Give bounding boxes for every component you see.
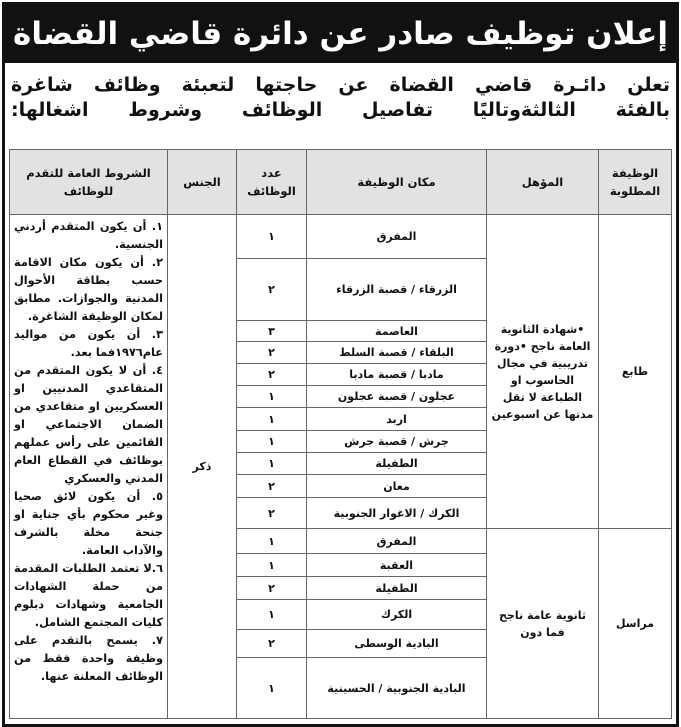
place-cell: الكرك	[307, 600, 487, 630]
condition-item: ٤. أن لا يكون المتقدم من المتقاعدي المدنيين او العسكريين او متقاعدي من الضمان الاجتماعي او القائمين على رأس عملهم بوظائف في القطاع العام المدني والعسكري	[14, 364, 163, 485]
header-qualification: المؤهل	[487, 150, 599, 215]
condition-item: ٧. يسمح بالتقدم على وظيفة واحدة فقط من الوظائف المعلنة عنها.	[14, 634, 163, 683]
job-title-cell: مراسل	[599, 529, 672, 719]
count-cell: ١	[237, 600, 307, 630]
header-place: مكان الوظيفة	[307, 150, 487, 215]
header-conditions: الشروط العامة للتقدم للوظائف	[10, 150, 168, 215]
place-cell: عجلون / قصبة عجلون	[307, 386, 487, 408]
count-cell: ١	[237, 431, 307, 453]
place-cell: البلقاء / قصبة السلط	[307, 342, 487, 364]
place-cell: الزرقاء / قصبة الزرقاء	[307, 259, 487, 321]
place-cell: المفرق	[307, 215, 487, 259]
place-cell: جرش / قصبة جرش	[307, 431, 487, 453]
place-cell: العاصمة	[307, 321, 487, 342]
count-cell: ٢	[237, 498, 307, 529]
place-cell: البادية الوسطى	[307, 630, 487, 658]
qualification-cell: •شهادة الثانوية العامة ناجح •دورة تدريبية في مجال الحاسوب او الطباعة لا تقل مدتها عن اسبوعين	[487, 215, 599, 529]
jobs-table	[9, 149, 672, 719]
place-cell: معان	[307, 475, 487, 498]
count-cell: ٢	[237, 364, 307, 386]
intro-line: بالفئة الثالثةوتاليًا تفاصيل الوظائف وشروط اشغالها:	[11, 99, 670, 121]
condition-item: ٦.لا تعتمد الطلبات المقدمة من حملة الشهادات الجامعية وشهادات دبلوم كليات المجتمع الشامل.	[14, 562, 163, 629]
conditions-cell	[10, 215, 168, 719]
place-cell: الطفيلة	[307, 577, 487, 600]
condition-item: ٢. أن يكون مكان الاقامة حسب بطاقة الأحوال المدنية والجوازات. مطابق لمكان الوظيفة الشاغرة.	[14, 256, 163, 323]
place-cell: مادبا / قصبة مادبا	[307, 364, 487, 386]
condition-item: ٥. أن يكون لائق صحيا وغير محكوم بأي جناية او جنحة مخلة بالشرف والآداب العامة.	[14, 490, 163, 557]
count-cell: ٢	[237, 630, 307, 658]
qualification-cell: ثانوية عامة ناجح فما دون	[487, 529, 599, 719]
gender-cell: ذكر	[168, 215, 237, 719]
count-cell: ١	[237, 215, 307, 259]
place-cell: المفرق	[307, 529, 487, 554]
place-cell: الطفيلة	[307, 453, 487, 475]
condition-item: ٣. أن يكون من مواليد عام١٩٧٦فما بعد.	[14, 328, 163, 359]
job-announcement	[2, 2, 679, 727]
count-cell: ٣	[237, 321, 307, 342]
place-cell: اربد	[307, 408, 487, 431]
count-cell: ١	[237, 658, 307, 719]
count-cell: ١	[237, 453, 307, 475]
intro-line: تعلن دائـرة قاضي القضاة عن حاجتها لتعبئة وظائف شاغرة	[11, 74, 670, 96]
table-row	[10, 215, 672, 259]
count-cell: ٢	[237, 342, 307, 364]
count-cell: ٢	[237, 259, 307, 321]
place-cell: البادية الجنوبية / الحسينية	[307, 658, 487, 719]
place-cell: العقبة	[307, 554, 487, 577]
header-job: الوظيفة المطلوبة	[599, 150, 672, 215]
header-count: عدد الوظائف	[237, 150, 307, 215]
header-gender: الجنس	[168, 150, 237, 215]
count-cell: ٢	[237, 577, 307, 600]
announcement-title: إعلان توظيف صادر عن دائرة قاضي القضاة	[5, 5, 676, 63]
count-cell: ١	[237, 408, 307, 431]
intro-text	[11, 73, 670, 123]
count-cell: ١	[237, 529, 307, 554]
table-header-row	[10, 150, 672, 215]
count-cell: ١	[237, 554, 307, 577]
place-cell: الكرك / الاغوار الجنوبية	[307, 498, 487, 529]
count-cell: ١	[237, 386, 307, 408]
count-cell: ٢	[237, 475, 307, 498]
condition-item: ١. أن يكون المتقدم أردني الجنسية.	[14, 220, 163, 251]
job-title-cell: طابع	[599, 215, 672, 529]
